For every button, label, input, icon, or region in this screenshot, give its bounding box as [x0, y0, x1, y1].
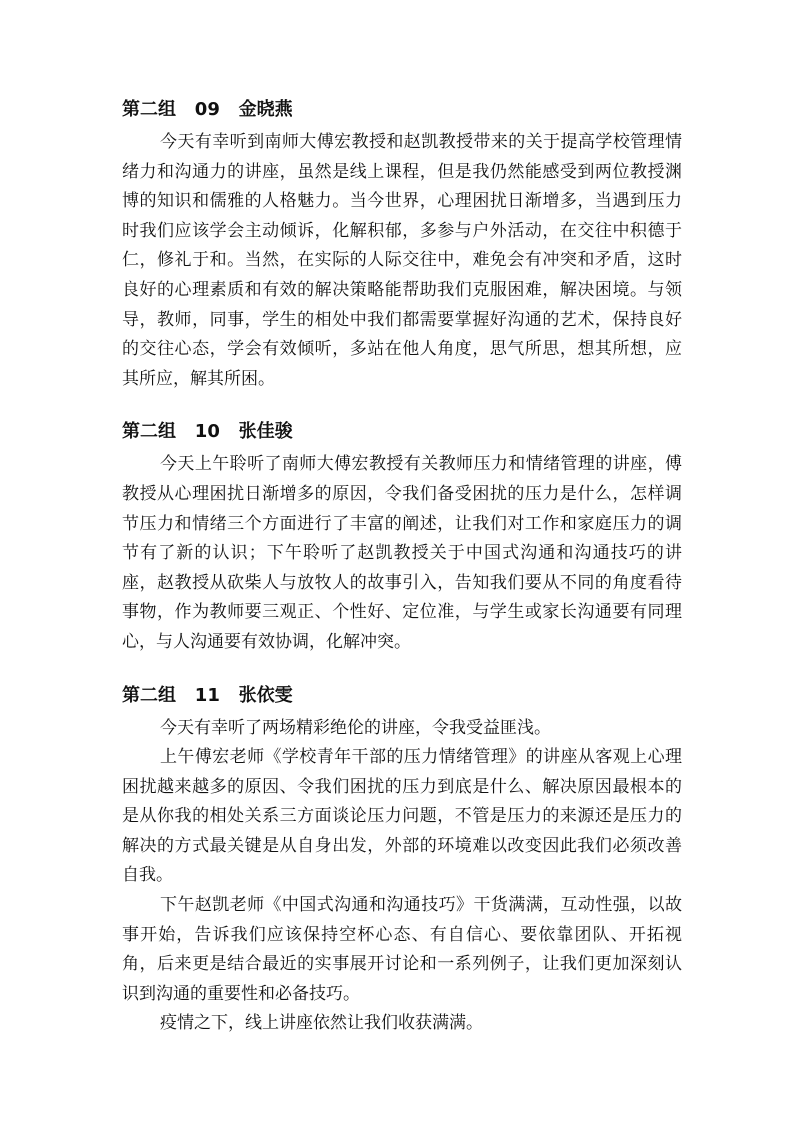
paragraph: 疫情之下，线上讲座依然让我们收获满满。 — [160, 1013, 483, 1034]
document-body — [122, 96, 682, 1039]
section-heading: 第二组 09 金晓燕 — [122, 99, 293, 120]
paragraph: 下午赵凯老师《中国式沟通和沟通技巧》干货满满，互动性强，以故事开始，告诉我们应该保持空杯心态、有自信心、要依靠团队、开拓视角，后来更是结合最近的实事展开讨论和一系列例子，让我们更加深刻认识到沟通的重要性和必备技巧。 — [122, 895, 682, 1004]
paragraph: 上午傅宏老师《学校青年干部的压力情绪管理》的讲座从客观上心理困扰越来越多的原因、令我们困扰的压力到底是什么、解决原因最根本的是从你我的相处关系三方面谈论压力问题，不管是压力的来源还是压力的解决的方式最关键是从自身出发，外部的环境难以改变因此我们必须改善自我。 — [122, 747, 682, 886]
paragraph: 今天有幸听到南师大傅宏教授和赵凯教授带来的关于提高学校管理情绪力和沟通力的讲座，虽然是线上课程，但是我仍然能感受到两位教授渊博的知识和儒雅的人格魅力。当今世界，心理困扰日渐增多，当遇到压力时我们应该学会主动倾诉，化解积郁，多参与户外活动，在交往中积德于仁，修礼于和。当然，在实际的人际交往中，难免会有冲突和矛盾，这时良好的心理素质和有效的解决策略能帮助我们克服困难，解决困境。与领导，教师，同事，学生的相处中我们都需要掌握好沟通的艺术，保持良好的交往心态，学会有效倾听，多站在他人角度，思气所思，想其所想，应其所应，解其所困。 — [122, 132, 682, 389]
section-group2-11 — [122, 682, 682, 1040]
section-group2-09 — [122, 96, 682, 394]
section-group2-10 — [122, 418, 682, 657]
section-heading: 第二组 10 张佳骏 — [122, 421, 293, 443]
paragraph: 今天上午聆听了南师大傅宏教授有关教师压力和情绪管理的讲座，傅教授从心理困扰日渐增多的原因，令我们备受困扰的压力是什么，怎样调节压力和情绪三个方面进行了丰富的阐述，让我们对工作和家庭压力的调节有了新的认识；下午聆听了赵凯教授关于中国式沟通和沟通技巧的讲座，赵教授从砍柴人与放牧人的故事引入，告知我们要从不同的角度看待事物，作为教师要三观正、个性好、定位准，与学生或家长沟通要有同理心，与人沟通要有效协调，化解冲突。 — [122, 454, 682, 652]
paragraph: 今天有幸听了两场精彩绝伦的讲座，令我受益匪浅。 — [160, 717, 551, 738]
section-heading: 第二组 11 张依雯 — [122, 684, 293, 706]
